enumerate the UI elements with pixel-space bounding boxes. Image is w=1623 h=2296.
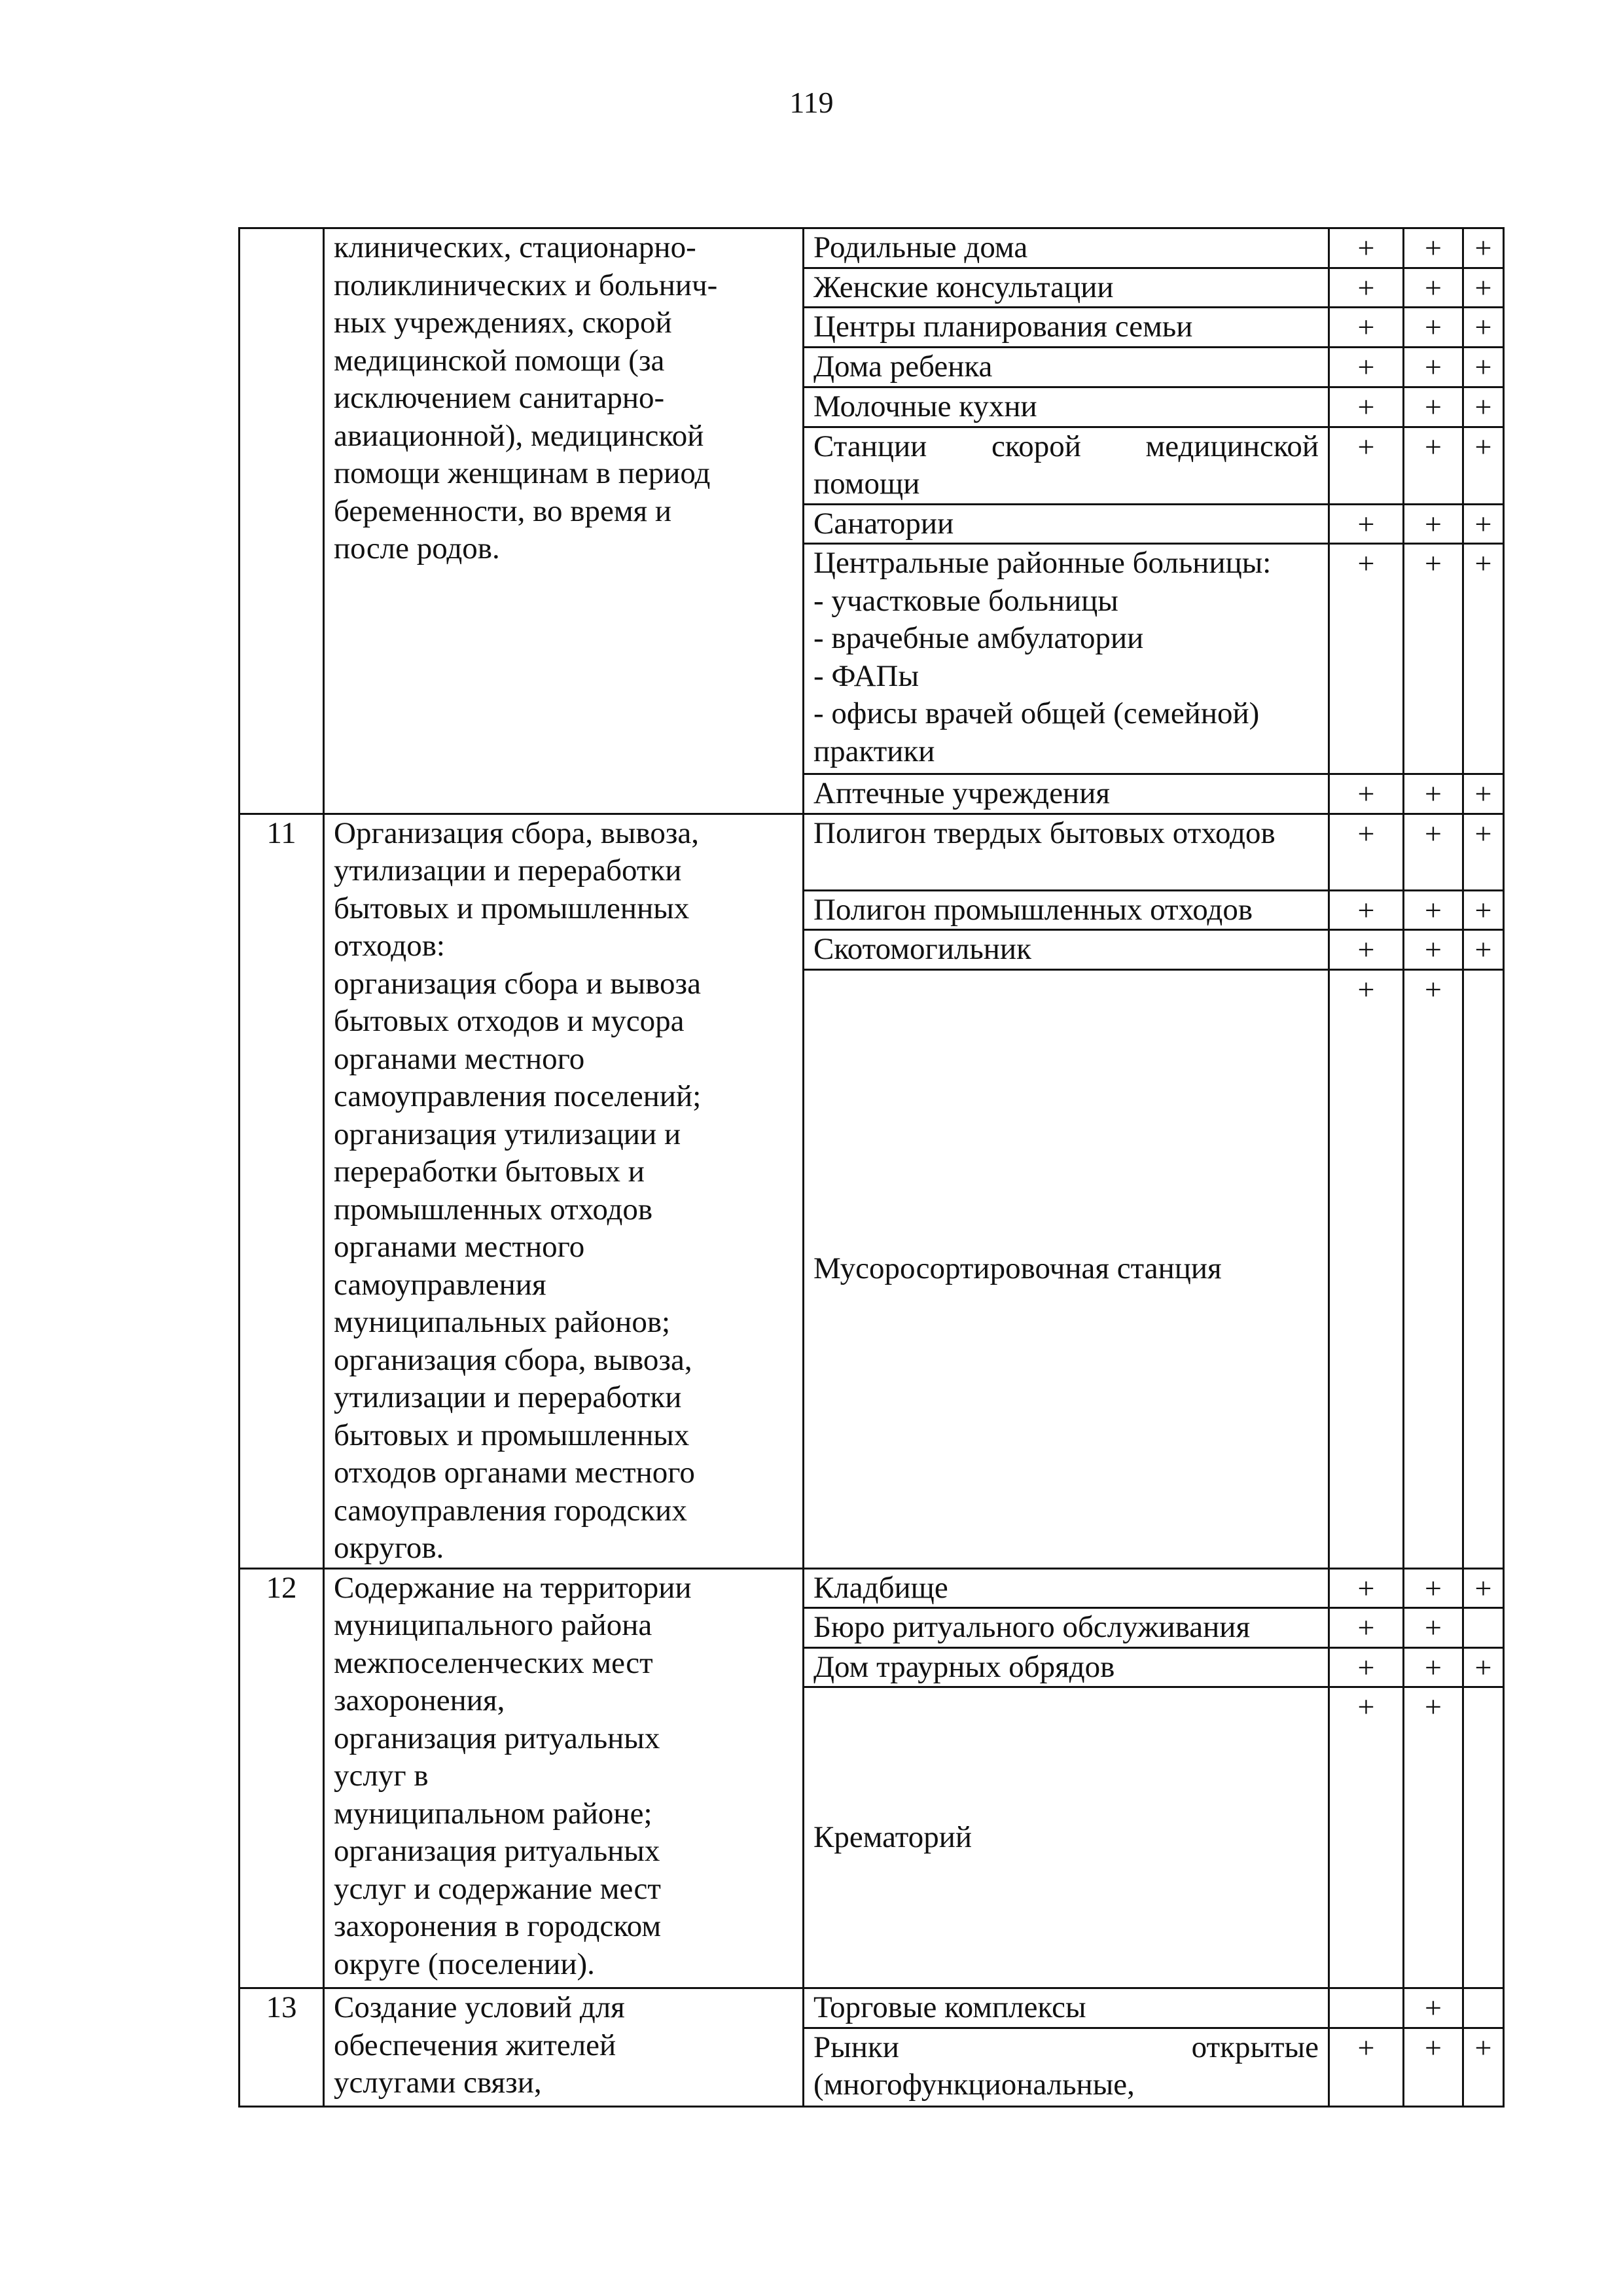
mark-cell: + <box>1463 308 1504 348</box>
mark-cell: + <box>1463 347 1504 387</box>
object-name: Аптечные учреждения <box>804 774 1329 814</box>
mark-cell: + <box>1404 890 1463 930</box>
object-name: Полигон твердых бытовых отходов <box>804 814 1329 890</box>
object-name: Центры планирования семьи <box>804 308 1329 348</box>
mark-cell: + <box>1463 1647 1504 1687</box>
service-description: клинических, стационарно- поликлинических и больнич- ных учреждениях, скорой медицинской помощи (за исключением санитарно- авиационной), медицинской помощи женщинам в период беременности, во время и после родов. <box>324 228 804 814</box>
mark-cell: + <box>1463 268 1504 308</box>
mark-cell: + <box>1329 1568 1404 1608</box>
mark-cell: + <box>1329 427 1404 504</box>
table-row <box>240 228 1504 268</box>
mark-cell: + <box>1329 969 1404 1568</box>
mark-cell: + <box>1329 347 1404 387</box>
object-name: Молочные кухни <box>804 387 1329 427</box>
mark-cell: + <box>1329 1647 1404 1687</box>
mark-cell: + <box>1404 504 1463 544</box>
mark-cell: + <box>1404 774 1463 814</box>
mark-cell: + <box>1404 228 1463 268</box>
mark-cell: + <box>1404 268 1463 308</box>
mark-cell <box>1463 969 1504 1568</box>
services-table <box>238 227 1505 2108</box>
mark-cell: + <box>1404 427 1463 504</box>
mark-cell: + <box>1329 1608 1404 1648</box>
table-row <box>240 814 1504 890</box>
mark-cell: + <box>1463 930 1504 970</box>
object-name: Мусоросортировочная станция <box>804 969 1329 1568</box>
row-number: 11 <box>240 814 324 1568</box>
mark-cell <box>1463 1988 1504 2028</box>
object-name: Дом траурных обрядов <box>804 1647 1329 1687</box>
object-name: Торговые комплексы <box>804 1988 1329 2028</box>
mark-cell: + <box>1404 1687 1463 1988</box>
service-description: Содержание на территории муниципального района межпоселенческих мест захоронения, организация ритуальных услуг в муниципальном районе; организация ритуальных услуг и содержание мест захоронения в городском округе (поселении). <box>324 1568 804 1988</box>
mark-cell: + <box>1329 930 1404 970</box>
mark-cell: + <box>1329 814 1404 890</box>
object-name: Скотомогильник <box>804 930 1329 970</box>
row-number <box>240 228 324 814</box>
mark-cell: + <box>1463 1568 1504 1608</box>
mark-cell: + <box>1329 890 1404 930</box>
mark-cell: + <box>1404 930 1463 970</box>
mark-cell: + <box>1404 2028 1463 2106</box>
mark-cell: + <box>1404 308 1463 348</box>
object-name: Санатории <box>804 504 1329 544</box>
page-number: 119 <box>789 86 834 119</box>
object-name: Полигон промышленных отходов <box>804 890 1329 930</box>
mark-cell <box>1329 1988 1404 2028</box>
mark-cell: + <box>1404 1568 1463 1608</box>
mark-cell: + <box>1463 814 1504 890</box>
mark-cell: + <box>1463 544 1504 774</box>
mark-cell: + <box>1463 427 1504 504</box>
table-row <box>240 1568 1504 1608</box>
mark-cell: + <box>1463 387 1504 427</box>
mark-cell: + <box>1404 347 1463 387</box>
object-name: Кладбище <box>804 1568 1329 1608</box>
mark-cell: + <box>1329 774 1404 814</box>
row-number: 12 <box>240 1568 324 1988</box>
mark-cell: + <box>1329 1687 1404 1988</box>
service-description: Создание условий для обеспечения жителей услугами связи, <box>324 1988 804 2107</box>
mark-cell: + <box>1463 774 1504 814</box>
table-row <box>240 1988 1504 2028</box>
object-name: Станции скорой медицинской помощи <box>804 427 1329 504</box>
mark-cell: + <box>1329 308 1404 348</box>
mark-cell: + <box>1329 544 1404 774</box>
mark-cell: + <box>1329 387 1404 427</box>
mark-cell: + <box>1404 544 1463 774</box>
mark-cell <box>1463 1608 1504 1648</box>
mark-cell: + <box>1404 814 1463 890</box>
mark-cell <box>1463 1687 1504 1988</box>
object-name: Женские консультации <box>804 268 1329 308</box>
mark-cell: + <box>1329 268 1404 308</box>
mark-cell: + <box>1329 504 1404 544</box>
object-name: Крематорий <box>804 1687 1329 1988</box>
mark-cell: + <box>1329 228 1404 268</box>
object-name: Центральные районные больницы: - участковые больницы - врачебные амбулатории - ФАПы - офисы врачей общей (семейной) практики <box>804 544 1329 774</box>
object-name: Рынки открытые (многофункциональные, <box>804 2028 1329 2106</box>
mark-cell: + <box>1404 1647 1463 1687</box>
mark-cell: + <box>1329 2028 1404 2106</box>
mark-cell: + <box>1404 1988 1463 2028</box>
service-description: Организация сбора, вывоза, утилизации и переработки бытовых и промышленных отходов: организация сбора и вывоза бытовых отходов и мусора органами местного самоуправления поселений; организация утилизации и переработки бытовых и промышленных отходов органами местного самоуправления муниципальных районов; организация сбора, вывоза, утилизации и переработки бытовых и промышленных отходов органами местного самоуправления городских округов. <box>324 814 804 1568</box>
mark-cell: + <box>1463 2028 1504 2106</box>
object-name: Родильные дома <box>804 228 1329 268</box>
mark-cell: + <box>1463 228 1504 268</box>
mark-cell: + <box>1404 387 1463 427</box>
mark-cell: + <box>1404 1608 1463 1648</box>
row-number: 13 <box>240 1988 324 2107</box>
object-name: Дома ребенка <box>804 347 1329 387</box>
mark-cell: + <box>1463 504 1504 544</box>
mark-cell: + <box>1404 969 1463 1568</box>
object-name: Бюро ритуального обслуживания <box>804 1608 1329 1648</box>
mark-cell: + <box>1463 890 1504 930</box>
